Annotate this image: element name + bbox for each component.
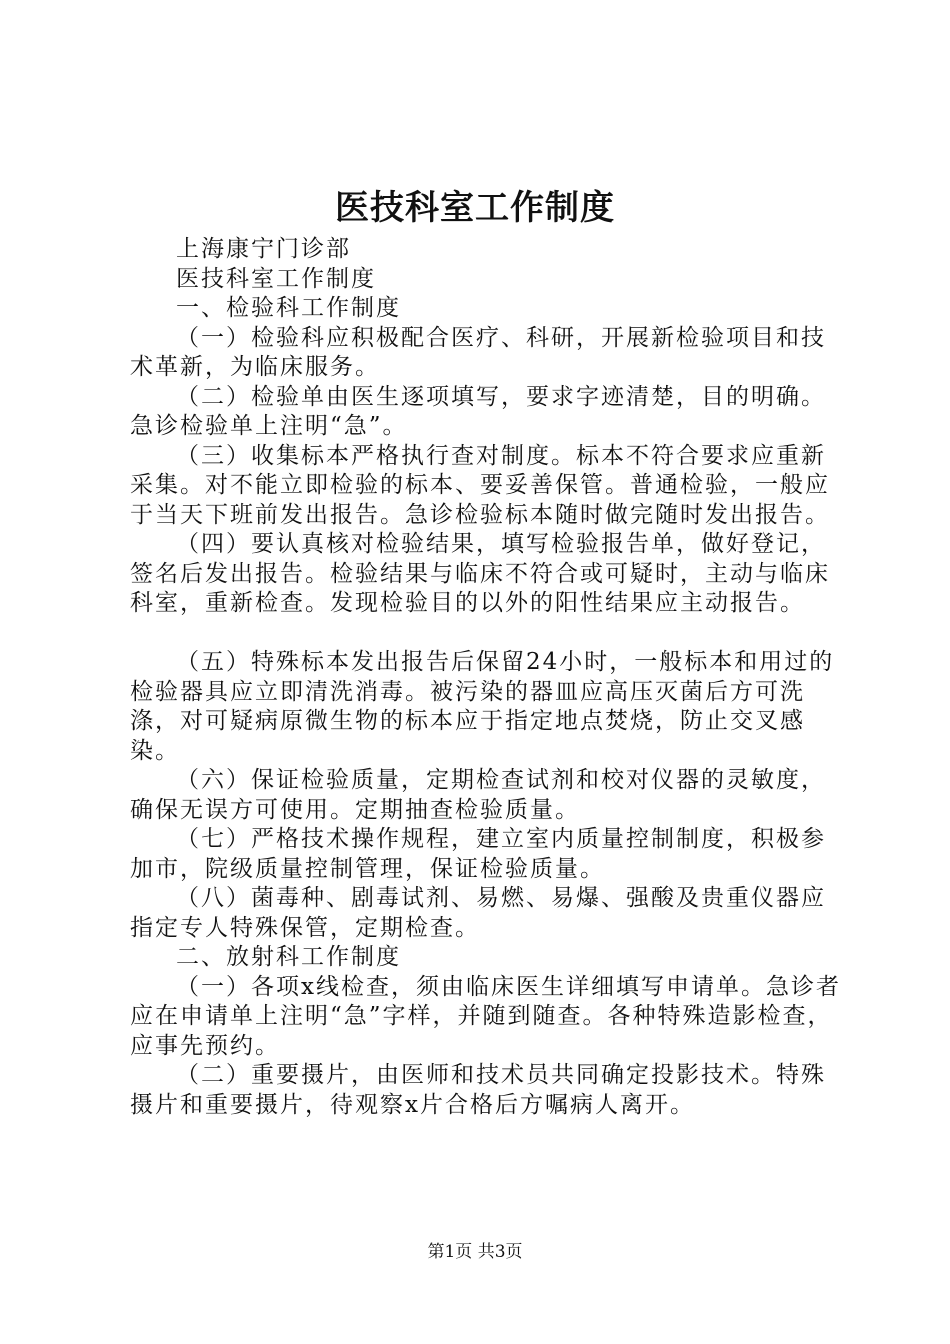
paragraph-lab-8: （八）菌毒种、剧毒试剂、易燃、易爆、强酸及贵重仪器应指定专人特殊保管，定期检查。 [130,885,826,941]
section-heading-lab: 一、检验科工作制度 [176,295,401,321]
paragraph-lab-6: （六）保证检验质量，定期检查试剂和校对仪器的灵敏度，确保无误方可使用。定期抽查检验质量。 [130,767,826,823]
paragraph-lab-7: （七）严格技术操作规程，建立室内质量控制制度，积极参加市，院级质量控制管理，保证检验质量。 [130,826,826,882]
section-heading-radiology: 二、放射科工作制度 [176,944,401,970]
document-title: 医技科室工作制度 [335,188,615,228]
paragraph-lab-2: （二）检验单由医生逐项填写，要求字迹清楚，目的明确。急诊检验单上注明“急”。 [130,383,826,439]
paragraph-lab-1: （一）检验科应积极配合医疗、科研，开展新检验项目和技术革新，为临床服务。 [130,324,826,380]
paragraph-lab-3: （三）收集标本严格执行查对制度。标本不符合要求应重新采集。对不能立即检验的标本、要妥善保管。普通检验，一般应于当天下班前发出报告。急诊检验标本随时做完随时发出报告。 [130,442,830,528]
paragraph-subtitle: 医技科室工作制度 [176,265,376,292]
paragraph-lab-5: （五）特殊标本发出报告后保留24小时，一般标本和用过的检验器具应立即清洗消毒。被污染的器皿应高压灭菌后方可洗涤，对可疑病原微生物的标本应于指定地点焚烧，防止交叉感染。 [130,649,835,764]
paragraph-radiology-2: （二）重要摄片，由医师和技术员共同确定投影技术。特殊摄片和重要摄片，待观察x片合格后方嘱病人离开。 [130,1062,826,1118]
paragraph-radiology-1: （一）各项x线检查，须由临床医生详细填写申请单。急诊者应在申请单上注明“急”字样，并随到随查。各种特殊造影检查，应事先预约。 [130,973,841,1059]
page-number: 第1页 共3页 [427,1242,523,1262]
document-body [130,235,850,1120]
paragraph-lab-4: （四）要认真核对检验结果，填写检验报告单，做好登记，签名后发出报告。检验结果与临床不符合或可疑时，主动与临床科室，重新检查。发现检验目的以外的阳性结果应主动报告。 [130,531,830,616]
paragraph-clinic-name: 上海康宁门诊部 [176,236,351,262]
